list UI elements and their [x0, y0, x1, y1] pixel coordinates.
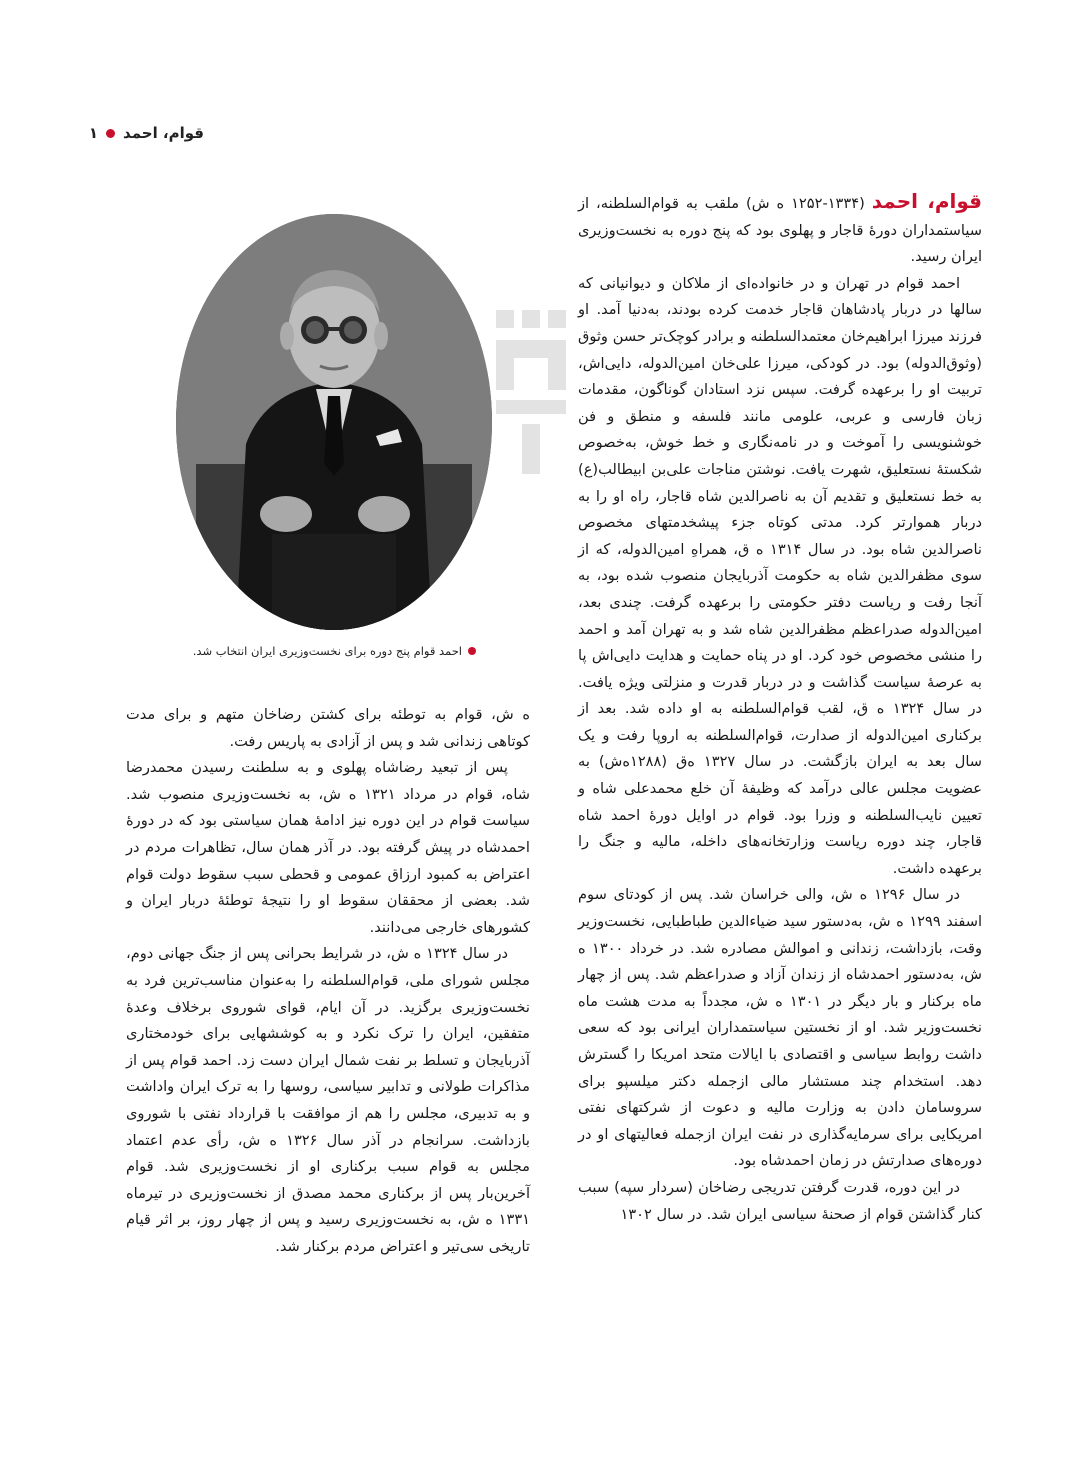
- portrait-illustration: [176, 214, 492, 630]
- page-number: ۱: [88, 124, 99, 142]
- bullet-dot-icon: [106, 129, 115, 138]
- caption-text: احمد قوام پنج دوره برای نخست‌وزیری ایران انتخاب شد.: [192, 644, 462, 658]
- portrait-photo: [176, 214, 492, 630]
- caption-bullet-icon: [468, 647, 476, 655]
- paragraph-postwar: در سال ۱۳۲۴ ه ش، در شرایط بحرانی پس از جنگ جهانی دوم، مجلس شورای ملی، قوام‌السلطنه را به‌عنوان مناسب‌ترین فرد به نخست‌وزیری برگزید. در آن ایام، قوای شوروی برخلاف وعدهٔ متفقین، ایران را ترک نکرد و به کوششهایی برای خودمختاری آذربایجان و تسلط بر نفت شمال ایران دست زد. احمد قوام پس از مذاکرات طولانی و تدابیر سیاسی، روسها را به ترک ایران واداشت و به تدبیری، مجلس را هم از موافقت با قرارداد نفتی با شوروی بازداشت. سرانجام در آذر سال ۱۳۲۶ ه ش، رأی عدم اعتماد مجلس به قوام سبب برکناری او از نخست‌وزیری شد. قوام آخرین‌بار پس از برکناری محمد مصدق از نخست‌وزیری در تیرماه ۱۳۳۱ ه ش، به نخست‌وزیری رسید و پس از چهار روز، بر اثر قیام تاریخی سی‌تیر و اعتراض مردم برکنار شد.: [126, 945, 530, 1255]
- paragraph-reza-khan: در این دوره، قدرت گرفتن تدریجی رضاخان (سردار سپه) سبب کنار گذاشتن قوام از صحنهٔ سیاسی ایران شد. در سال ۱۳۰۲: [578, 1178, 982, 1223]
- paragraph-exile: ه ش، قوام به توطئه برای کشتن رضاخان متهم و برای مدت کوتاهی زندانی شد و پس از آزادی به پاریس رفت.: [126, 706, 530, 750]
- article-column-right: [578, 188, 982, 1228]
- running-head-title: قوام، احمد: [123, 124, 204, 142]
- article-intro: [578, 188, 982, 271]
- running-head: [89, 124, 204, 142]
- article-column-left: [126, 702, 530, 1260]
- intro-text: (۱۳۳۴-۱۲۵۲ ه ش) ملقب به قوام‌السلطنه، از سیاستمداران دورهٔ قاجار و پهلوی بود که پنج دوره به نخست‌وزیری ایران رسید.: [578, 195, 982, 266]
- publisher-watermark-icon: [486, 300, 578, 490]
- entry-title: قوام، احمد: [871, 189, 982, 213]
- paragraph-pahlavi-era: پس از تبعید رضاشاه پهلوی و به سلطنت رسیدن محمدرضا شاه، قوام در مرداد ۱۳۲۱ ه ش، به نخست‌وزیری منصوب شد. سیاست قوام در این دوره نیز ادامهٔ همان سیاستی بود که در دورهٔ احمدشاه در پیش گرفته بود. در آذر همان سال، تظاهرات مردم در اعتراض به کمبود ارزاق عمومی و قحطی سبب سقوط دولت قوام شد. بعضی از محققان سقوط او را نتیجهٔ توطئهٔ دربار ایران و کشورهای خارجی می‌دانند.: [126, 759, 530, 936]
- paragraph-early-career: در سال ۱۲۹۶ ه ش، والی خراسان شد. پس از کودتای سوم اسفند ۱۲۹۹ ه ش، به‌دستور سید ضیاءالدین طباطبایی، نخست‌وزیر وقت، بازداشت، زندانی و اموالش مصادره شد. در خرداد ۱۳۰۰ ه ش، به‌دستور احمدشاه از زندان آزاد و صدراعظم شد. پس از چهار ماه برکنار و بار دیگر در ۱۳۰۱ ه ش، مجدداً به مدت هشت ماه نخست‌وزیر شد. او از نخستین سیاستمداران ایرانی بود که سعی داشت روابط سیاسی و اقتصادی با ایالات متحد امریکا را گسترش دهد. استخدام چند مستشار مالی ازجمله دکتر میلسپو برای سروسامان دادن به وزارت مالیه و دعوت از شرکتهای نفتی امریکایی برای سرمایه‌گذاری در نفت ایران ازجمله فعالیتهای او در دوره‌های صدارتش در زمان احمدشاه بود.: [578, 886, 982, 1170]
- paragraph-biography: احمد قوام در تهران و در خانواده‌ای از ملاکان و دیوانیانی که سالها در دربار پادشاهان قاجار خدمت کرده بودند، به‌دنیا آمد. او فرزند میرزا ابراهیم‌خان معتمدالسلطنه و برادر کوچک‌تر حسن وثوق (وثوق‌الدوله) بود. در کودکی، میرزا علی‌خان امین‌الدوله، دایی‌اش، تربیت او را برعهده گرفت. سپس نزد استادان گوناگون، مقدمات زبان فارسی و عربی، علومی مانند فلسفه و منطق و فن خوشنویسی را آموخت و در نامه‌نگاری و خط خوش، به‌خصوص شکستهٔ نستعلیق، شهرت یافت. نوشتن مناجات علی‌بن ابیطالب(ع) به خط نستعلیق و تقدیم آن به ناصرالدین شاه قاجار، راه او را به دربار هموارتر کرد. مدتی کوتاه جزء پیشخدمتهای مخصوص ناصرالدین شاه بود. در سال ۱۳۱۴ ه ق، همراهِ امین‌الدوله، که از سوی مظفرالدین شاه به حکومت آذربایجان منصوب شده بود، به آنجا رفت و ریاست دفتر حکومتی را برعهده گرفت. چندی بعد، امین‌الدوله صدراعظم مظفرالدین شاه شد و به تهران آمد و احمد را منشی مخصوص خود کرد. او در پناه حمایت و هدایت دایی‌اش پا به عرصهٔ سیاست گذاشت و در دربار قدرت و منزلتی ویژه یافت. در سال ۱۳۲۴ ه ق، لقب قوام‌السلطنه به او داده شد. بعد از برکناری امین‌الدوله از صدارت، قوام‌السلطنه به اروپا رفت و یک سال بعد به ایران بازگشت. در سال ۱۳۲۷ ه‌ق (۱۲۸۸ه‌ش) به عضویت مجلس عالی درآمد که وظیفهٔ آن خلع محمدعلی شاه و تعیین نایب‌السلطنه و وزرا بود. قوام در اوایل دورهٔ احمد شاه قاجار، چند دوره ریاست وزارتخانه‌های داخله، مالیه و جنگ را برعهده داشت.: [578, 274, 982, 877]
- photo-caption: [192, 644, 476, 658]
